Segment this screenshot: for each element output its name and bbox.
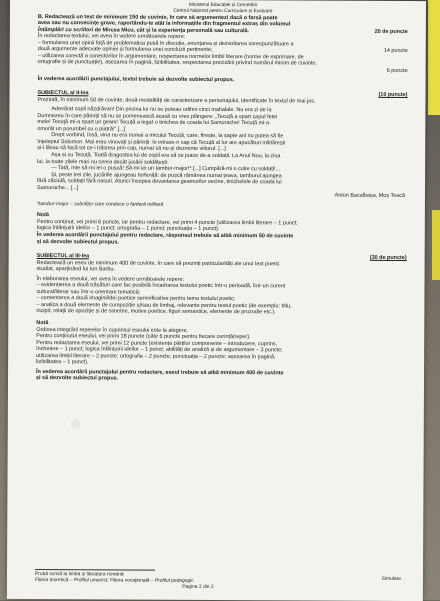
section-b-points: 20 de puncte bbox=[374, 28, 408, 35]
excerpt-author: Anton Bacalbașa, Moș Teacă bbox=[334, 192, 405, 200]
excerpt-line: — Tată, mie să-mi iei o pușcă! Să-mi iei un tambur-major!* [...] Cumpără-mi o cutie cu soldați!... bbox=[51, 165, 281, 173]
ministry-name: Ministerul Educației și Cercetării bbox=[188, 2, 258, 9]
subject-2-nota-bold: și să dezvolte subiectul propus. bbox=[36, 238, 119, 246]
section-b-title-3: de Mircea Micu, cât și la experiența personală sau culturală. bbox=[93, 27, 250, 34]
section-b-item1b: două argumente adecvate opiniei și formularea unei concluzii pertinente; bbox=[37, 46, 213, 54]
subject-3-nota-line: lizibilitatea – 1 punct). bbox=[36, 359, 89, 366]
excerpt-line: Samurache... [...] bbox=[36, 184, 79, 191]
subject-2-prompt: Prezintă, în minimum 50 de cuvinte, două modalități de caracterizare a personajului, identificate în textul de mai jos. bbox=[37, 96, 316, 105]
subject-2-nota-line: Pentru conținut, vei primi 6 puncte, iar pentru redactare, vei primi 4 puncte (utilizarea limbii literare – 1 punct; bbox=[36, 218, 298, 227]
footer-page-number: Pagina 2 din 2 bbox=[182, 584, 214, 590]
excerpt-line: fără căciulă, soldații fără nasuri. Atunci începea devastarea geamurilor vecine, tinichelele de coada lui bbox=[37, 178, 282, 186]
section-b-item2a: – utilizarea corectă a conectorilor în argumentare, respectarea normelor limbii literare (norme de exprimare, de bbox=[37, 52, 304, 61]
sticky-note-small bbox=[432, 210, 440, 280]
subject-3-intro: În elaborarea eseului, vei avea în vedere următoarele repere: bbox=[36, 275, 185, 283]
subject-2-nota-line: logica înlănțuirii ideilor – 1 punct; ortografia – 1 punct; punctuația – 1 punct). bbox=[36, 225, 220, 233]
subject-3-nota-line: Ordinea integrării reperelor în cuprinsul eseului este la alegere. bbox=[36, 326, 189, 334]
excerpt-line: mele! Tecuță mi-a spart un geam! Tecuță a legat o tinichea de coada lui Samurache! Tecuță mi-a bbox=[37, 119, 270, 127]
subject-2-nota-title: Notă bbox=[36, 212, 49, 219]
subject-2 bbox=[37, 90, 408, 247]
center-name: Centrul Național pentru Curriculum și Evaluare bbox=[173, 8, 273, 15]
subject-3-nota-title: Notă bbox=[36, 320, 49, 327]
excerpt-line: omorât un porumbel cu o piatră!” [...] bbox=[37, 125, 126, 133]
footer-profile: Filiera teoretică – Profilul umanist; Filiera vocațională – Profilul pedagogic bbox=[34, 578, 194, 584]
subject-3-title: SUBIECTUL al III-lea bbox=[36, 253, 90, 260]
section-b-item1-points: 14 puncte bbox=[383, 48, 408, 55]
footer-exam-name: Probă scrisă la limba și literatura română bbox=[34, 572, 124, 578]
subject-3-nota-line: Pentru redactarea eseului, vei primi 12 puncte (existența părților componente – introducere, cuprins, bbox=[36, 339, 278, 347]
excerpt-line: Dumnezeu în care părinții să nu se pomenească acasă cu vreo plângere: „Tecuță a spart capul fetei bbox=[37, 112, 278, 121]
subject-3-nota-line: Pentru conținutul eseului, vei primi 18 puncte (câte 6 puncte pentru fiecare cerință/reper). bbox=[36, 333, 251, 341]
section-b-item2-points: 6 puncte bbox=[386, 67, 408, 74]
excerpt-line: lui, la toate zilele mari nu cerea decât jucării soldățești: bbox=[37, 158, 169, 166]
footer-simulare: Simulare bbox=[381, 576, 401, 582]
subject-2-title: SUBIECTUL al II-lea bbox=[37, 90, 89, 97]
subject-3-prompt: studiat, aparținând lui Ion Barbu. bbox=[36, 266, 115, 273]
page-content bbox=[36, 2, 408, 384]
section-b-intro: În redactarea textului, vei avea în vedere următoarele repere: bbox=[37, 33, 186, 41]
excerpt-line: înțeleptul Solomon. Mai erau vinovați și părinții: le intrase-n cap că Tecuță al lor are apucături militărești bbox=[37, 138, 286, 147]
subject-3-item: cultural/literar sau într-o orientare tematică; bbox=[36, 288, 141, 296]
book-title: Întâmplări cu scriitori bbox=[37, 26, 94, 34]
subject-3-item: – comentarea a două imagini/idei poetice semnificative pentru tema textului poetic; bbox=[36, 295, 236, 303]
sticky-note bbox=[428, 0, 440, 115]
section-b bbox=[38, 14, 408, 84]
excerpt-line: Și, peste trei zile, jucăriile ajungeau ferfeniță: de pușcă rămânea numai țeava, tamburul ajungea bbox=[51, 171, 282, 179]
excerpt-line: Adevărat copil năzdrăvan! Din pricina lui nu se puteau odihni cinci mahalale. Nu era zi de la bbox=[51, 106, 272, 114]
section-b-item2b: ortografie și de punctuație), așezarea în pagină, lizibilitatea, respectarea precizării privind numărul minim de cuvinte. bbox=[37, 59, 317, 67]
exam-page bbox=[7, 0, 426, 601]
subject-3-item: incipit, relații de opoziție și de simetrie, motive poetice, figuri semantice, elemente de prozodie etc.). bbox=[36, 308, 276, 316]
excerpt-line: Drept vorbind, însă, vina nu era numai a micului Tecuță, care, firește, la șapte ani nu putea să fie bbox=[51, 132, 284, 140]
subject-3 bbox=[36, 253, 407, 384]
subject-3-nota-line: încheiere – 1 punct; logica înlănțuirii ideilor – 1 punct; abilități de analiză și de argumentare – 3 puncte; bbox=[36, 346, 283, 354]
footnote: *tambur-major – subofițer care conduce o fanfară militară bbox=[36, 200, 164, 208]
excerpt-line: și-l lăsau să facă tot ce-i trăsnea prin cap, numai să nu-și dezminte viitorul. [...] bbox=[37, 145, 226, 153]
subject-3-nota-bold: În vederea acordării punctajului pentru redactare, eseul trebuie să aibă minimum 400 de cuvinte bbox=[36, 368, 284, 377]
page-footer bbox=[35, 569, 401, 592]
subject-3-nota-bold: și să dezvolte subiectul propus. bbox=[36, 375, 119, 382]
subject-3-prompt: Redactează un eseu de minimum 400 de cuvinte, în care să prezinți particularități ale unui text poetic bbox=[36, 259, 280, 267]
faint-watermark-mark: ● bbox=[60, 408, 91, 436]
subject-3-item: – analiza a două elemente de compoziție și/sau de limbaj, relevante pentru textul poetic (de exemplu: titlu, bbox=[36, 301, 292, 310]
section-b-item1a: – formularea unei opinii față de problematica pusă în discuție, enunțarea și dezvoltarea corespunzătoare a bbox=[37, 39, 294, 48]
subject-3-points: (30 de puncte) bbox=[369, 254, 407, 262]
excerpt-text bbox=[37, 106, 407, 193]
subject-2-points: (10 puncte) bbox=[378, 91, 408, 99]
section-b-title-1: B. Redactează un text de minimum 150 de cuvinte, în care să argumentezi dacă o farsă poate bbox=[37, 13, 278, 21]
footer-rule bbox=[35, 569, 155, 571]
subject-3-item: – evidențierea a două trăsături care fac posibilă încadrarea textului poetic într-o perioadă, într-un curent bbox=[36, 282, 286, 290]
section-b-title-2: avea sau nu consecințe grave, raportându-te atât la informațiile din fragmentul extras din volumul bbox=[37, 20, 291, 28]
section-b-note: În vederea acordării punctajului, textul trebuie să dezvolte subiectul propus. bbox=[37, 75, 235, 83]
subject-3-nota-line: utilizarea limbii literare – 2 puncte; ortografia – 2 puncte; punctuația – 2 puncte; așezarea în pagină, bbox=[36, 352, 276, 361]
subject-2-nota-bold: În vederea acordării punctajului pentru redactare, răspunsul trebuie să aibă minimum 50 de cuvinte bbox=[36, 232, 294, 240]
excerpt-line: Așa și cu Tecuță. Toată dragostea lui de copil era să se joace de-a soldații. La Anul Nou, la ziua bbox=[51, 152, 281, 160]
